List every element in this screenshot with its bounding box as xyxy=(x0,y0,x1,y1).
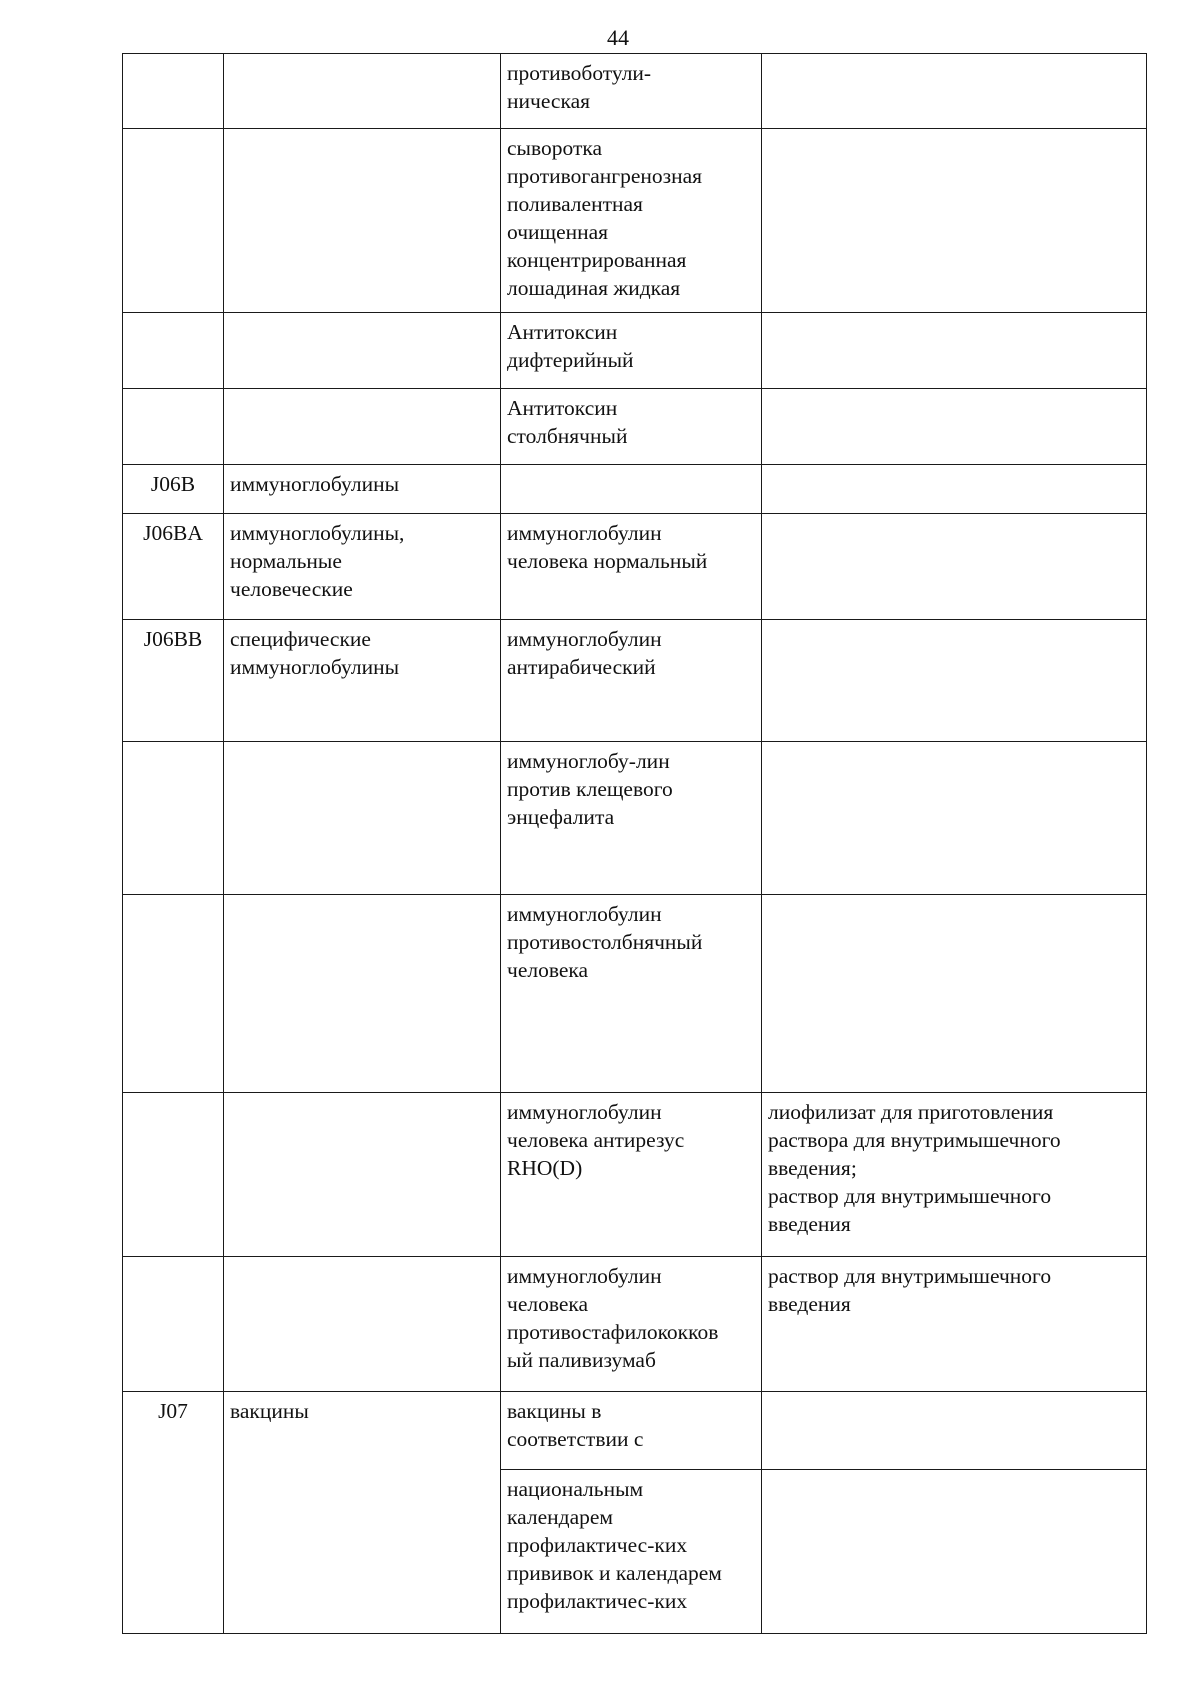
atc-code-cell xyxy=(123,129,224,313)
table-row xyxy=(123,620,1147,742)
table-row xyxy=(123,129,1147,313)
group-name-cell xyxy=(224,742,501,895)
table-row xyxy=(123,465,1147,514)
atc-code-cell: J07 xyxy=(123,1392,224,1634)
table-row xyxy=(123,742,1147,895)
substance-cell: Антитоксин столбнячный xyxy=(501,389,762,465)
substance-cell: иммуноглобулин человека антирезус RHO(D) xyxy=(501,1093,762,1257)
dosage-form-cell xyxy=(762,620,1147,742)
table-row xyxy=(123,895,1147,1093)
substance-cell: вакцины в соответствии с xyxy=(501,1392,762,1470)
substance-cell: Антитоксин дифтерийный xyxy=(501,313,762,389)
dosage-form-cell: лиофилизат для приготовления раствора для внутримышечного введения; раствор для внутримышечного введения xyxy=(762,1093,1147,1257)
atc-code-cell xyxy=(123,742,224,895)
table-row xyxy=(123,1392,1147,1470)
group-name-cell xyxy=(224,1093,501,1257)
atc-code-cell xyxy=(123,389,224,465)
drug-classification-table xyxy=(122,53,1147,1634)
substance-cell: противоботули- ническая xyxy=(501,54,762,129)
atc-code-cell: J06BB xyxy=(123,620,224,742)
substance-cell: национальным календарем профилактичес-ких прививок и календарем профилактичес-ких xyxy=(501,1470,762,1634)
group-name-cell: специфические иммуноглобулины xyxy=(224,620,501,742)
atc-code-cell xyxy=(123,895,224,1093)
group-name-cell xyxy=(224,54,501,129)
page-number: 44 xyxy=(607,25,629,50)
group-name-cell: иммуноглобулины, нормальные человеческие xyxy=(224,514,501,620)
table-row xyxy=(123,389,1147,465)
group-name-cell xyxy=(224,389,501,465)
group-name-cell: иммуноглобулины xyxy=(224,465,501,514)
dosage-form-cell xyxy=(762,129,1147,313)
table-row xyxy=(123,514,1147,620)
dosage-form-cell xyxy=(762,1392,1147,1470)
dosage-form-cell xyxy=(762,514,1147,620)
atc-code-cell xyxy=(123,313,224,389)
dosage-form-cell xyxy=(762,465,1147,514)
atc-code-cell xyxy=(123,1257,224,1392)
dosage-form-cell xyxy=(762,1470,1147,1634)
substance-cell: иммуноглобулин человека противостафилококков ый паливизумаб xyxy=(501,1257,762,1392)
substance-cell: иммуноглобулин человека нормальный xyxy=(501,514,762,620)
group-name-cell xyxy=(224,1257,501,1392)
substance-cell: иммуноглобулин антирабический xyxy=(501,620,762,742)
substance-cell: сыворотка противогангренозная поливалентная очищенная концентрированная лошадиная жидкая xyxy=(501,129,762,313)
table-row xyxy=(123,313,1147,389)
group-name-cell xyxy=(224,129,501,313)
atc-code-cell xyxy=(123,1093,224,1257)
substance-cell xyxy=(501,465,762,514)
substance-cell: иммуноглобулин противостолбнячный человека xyxy=(501,895,762,1093)
table-row xyxy=(123,1093,1147,1257)
atc-code-cell: J06B xyxy=(123,465,224,514)
group-name-cell xyxy=(224,313,501,389)
dosage-form-cell xyxy=(762,313,1147,389)
atc-code-cell: J06BA xyxy=(123,514,224,620)
atc-code-cell xyxy=(123,54,224,129)
table-row xyxy=(123,1257,1147,1392)
table-row xyxy=(123,54,1147,129)
substance-cell: иммуноглобу-лин против клещевого энцефалита xyxy=(501,742,762,895)
dosage-form-cell xyxy=(762,54,1147,129)
dosage-form-cell xyxy=(762,742,1147,895)
group-name-cell: вакцины xyxy=(224,1392,501,1634)
group-name-cell xyxy=(224,895,501,1093)
dosage-form-cell xyxy=(762,895,1147,1093)
dosage-form-cell xyxy=(762,389,1147,465)
dosage-form-cell: раствор для внутримышечного введения xyxy=(762,1257,1147,1392)
